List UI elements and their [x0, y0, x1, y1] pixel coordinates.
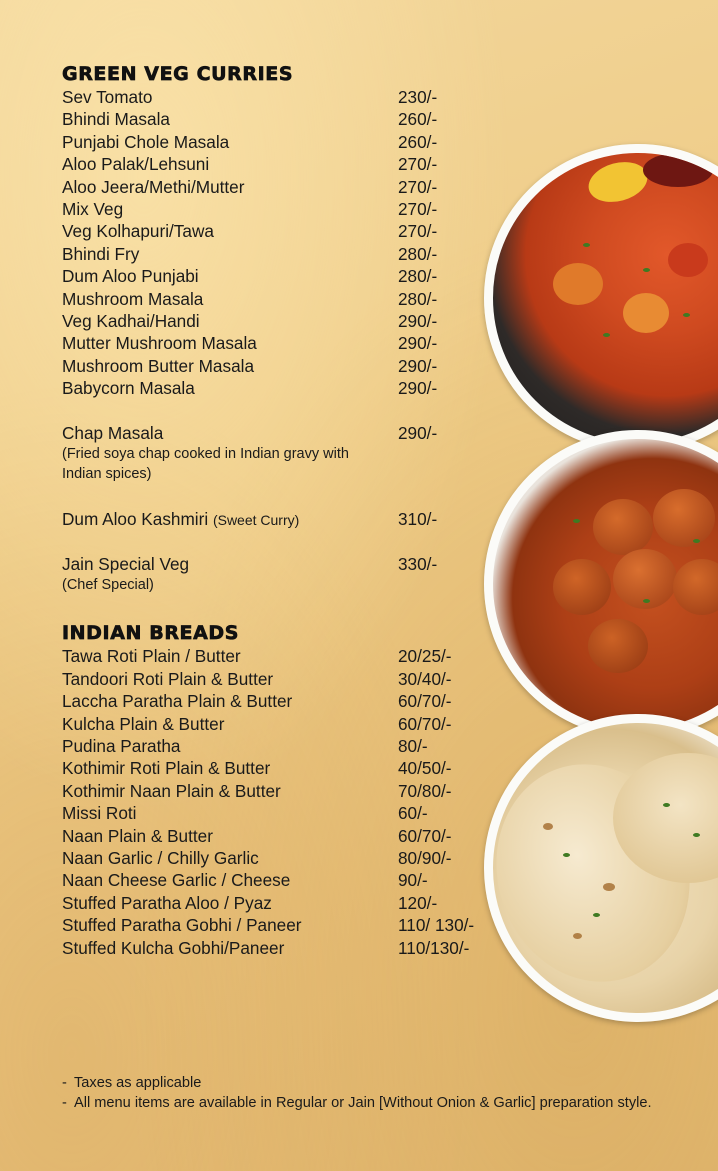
item-price: 110/130/-	[398, 937, 470, 958]
item-name: Dum Aloo Punjabi	[62, 266, 199, 287]
item-price: 260/-	[398, 131, 438, 152]
menu-item	[62, 757, 502, 779]
item-price: 30/40/-	[398, 668, 452, 689]
menu-item	[62, 220, 502, 242]
aloo-ball	[593, 499, 653, 555]
char-spot	[573, 933, 582, 939]
item-name: Naan Cheese Garlic / Cheese	[62, 870, 291, 891]
breads-list	[62, 645, 502, 958]
menu-item	[62, 288, 502, 310]
item-price: 270/-	[398, 154, 438, 175]
herb-garnish	[573, 519, 580, 523]
item-price: 290/-	[398, 355, 438, 376]
menu-item	[62, 332, 502, 354]
item-price: 230/-	[398, 87, 438, 107]
item-name: Laccha Paratha Plain & Butter	[62, 691, 293, 712]
section-title-indian-breads: INDIAN BREADS	[62, 622, 240, 645]
menu-item	[62, 713, 502, 735]
menu-item-dum-aloo-kashmiri	[62, 508, 502, 530]
menu-item	[62, 937, 502, 959]
menu-item	[62, 780, 502, 802]
item-price: 80/-	[398, 735, 428, 756]
item-name: Kothimir Roti Plain & Butter	[62, 758, 271, 779]
item-name: Bhindi Masala	[62, 109, 170, 130]
menu-item	[62, 735, 502, 757]
menu-item	[62, 198, 502, 220]
footer-notes	[62, 1074, 662, 1113]
item-price: 60/70/-	[398, 825, 452, 846]
herb-garnish	[683, 313, 690, 317]
garlic-naan-photo	[484, 714, 718, 1022]
menu-item	[62, 377, 502, 399]
menu-item	[62, 355, 502, 377]
item-name: Babycorn Masala	[62, 378, 195, 399]
item-name: Naan Plain & Butter	[62, 825, 213, 846]
item-name: Mushroom Butter Masala	[62, 355, 254, 376]
item-name: Dum Aloo Kashmiri	[62, 509, 209, 530]
spacer	[62, 399, 502, 421]
item-name: Stuffed Paratha Gobhi / Paneer	[62, 915, 302, 936]
item-name: Veg Kolhapuri/Tawa	[62, 221, 214, 242]
herb-garnish	[583, 243, 590, 247]
item-name: Bhindi Fry	[62, 243, 140, 264]
section-title-green-veg-curries: GREEN VEG CURRIES	[62, 63, 294, 85]
lemon-slice	[584, 156, 652, 208]
menu-item	[62, 176, 502, 198]
herb-garnish	[593, 913, 600, 917]
item-price: 40/50/-	[398, 758, 452, 779]
potato-chunk	[553, 263, 603, 305]
item-price: 270/-	[398, 221, 438, 242]
item-price: 270/-	[398, 176, 438, 197]
item-price: 70/80/-	[398, 780, 452, 801]
item-price: 60/70/-	[398, 691, 452, 712]
note-dash: -	[62, 1094, 67, 1111]
item-price: 110/ 130/-	[398, 915, 475, 936]
item-name: Stuffed Paratha Aloo / Pyaz	[62, 892, 272, 913]
item-price: 280/-	[398, 288, 438, 309]
menu-item	[62, 668, 502, 690]
herb-garnish	[693, 833, 700, 837]
item-name: Tawa Roti Plain / Butter	[62, 646, 241, 667]
potato-chunk	[623, 293, 669, 333]
item-price: 290/-	[398, 422, 438, 443]
menu-item	[62, 847, 502, 869]
menu-item	[62, 265, 502, 287]
item-name: Missi Roti	[62, 803, 137, 824]
item-price: 310/-	[398, 509, 438, 530]
herb-garnish	[563, 853, 570, 857]
herb-garnish	[643, 599, 650, 603]
menu-item	[62, 310, 502, 332]
menu-item	[62, 802, 502, 824]
item-name: Aloo Jeera/Methi/Mutter	[62, 176, 245, 197]
item-name: Jain Special Veg	[62, 554, 190, 575]
item-price: 260/-	[398, 109, 438, 130]
menu-item	[62, 153, 502, 175]
veg-curry-kadhai-photo	[484, 144, 718, 452]
item-price: 20/25/-	[398, 646, 452, 667]
aloo-ball	[553, 559, 611, 615]
item-name: Kothimir Naan Plain & Butter	[62, 780, 281, 801]
spacer	[62, 484, 502, 508]
item-name: Pudina Paratha	[62, 735, 181, 756]
item-price: 290/-	[398, 310, 438, 331]
herb-garnish	[643, 268, 650, 272]
dum-aloo-bowl-photo	[484, 430, 718, 738]
note-text: Taxes as applicable	[74, 1075, 202, 1091]
item-name: Stuffed Kulcha Gobhi/Paneer	[62, 937, 285, 958]
item-price: 90/-	[398, 870, 428, 891]
spacer	[62, 595, 502, 621]
note-text: All menu items are available in Regular or Jain [Without Onion & Garlic] preparation style.	[74, 1094, 652, 1111]
item-name: Mix Veg	[62, 198, 124, 219]
item-name: Aloo Palak/Lehsuni	[62, 154, 210, 175]
item-description: (Chef Special)	[62, 577, 154, 594]
herb-garnish	[603, 333, 610, 337]
note-dash: -	[62, 1075, 67, 1091]
menu-item	[62, 86, 502, 108]
note-taxes	[62, 1074, 662, 1094]
curries-list	[62, 86, 502, 399]
item-price: 330/-	[398, 554, 438, 575]
menu-item	[62, 869, 502, 891]
item-name: Mutter Mushroom Masala	[62, 333, 257, 354]
item-price: 290/-	[398, 333, 438, 354]
menu-item	[62, 243, 502, 265]
item-name: Tandoori Roti Plain & Butter	[62, 668, 274, 689]
menu-item	[62, 131, 502, 153]
char-spot	[543, 823, 553, 830]
item-name: Naan Garlic / Chilly Garlic	[62, 847, 259, 868]
herb-garnish	[663, 803, 670, 807]
menu-item	[62, 645, 502, 667]
spacer	[62, 531, 502, 553]
item-name: Kulcha Plain & Butter	[62, 713, 225, 734]
menu-item-chap-masala	[62, 422, 502, 444]
menu-item	[62, 914, 502, 936]
menu-item	[62, 108, 502, 130]
aloo-ball	[673, 559, 718, 615]
dried-chilli	[643, 153, 713, 187]
note-jain-option	[62, 1094, 662, 1114]
char-spot	[603, 883, 615, 891]
item-name: Sev Tomato	[62, 87, 153, 107]
item-price: 270/-	[398, 198, 438, 219]
pepper-chunk	[668, 243, 708, 277]
menu-item	[62, 825, 502, 847]
item-price: 290/-	[398, 378, 438, 399]
item-name: Veg Kadhai/Handi	[62, 310, 200, 331]
herb-garnish	[693, 539, 700, 543]
item-name: Mushroom Masala	[62, 288, 204, 309]
item-description: (Fried soya chap cooked in Indian gravy with Indian spices)	[62, 446, 349, 483]
aloo-ball	[588, 619, 648, 673]
menu-item	[62, 690, 502, 712]
item-price: 280/-	[398, 243, 438, 264]
item-name: Chap Masala	[62, 422, 164, 443]
item-name: Punjabi Chole Masala	[62, 131, 230, 152]
item-price: 280/-	[398, 266, 438, 287]
menu-item	[62, 892, 502, 914]
item-price: 60/70/-	[398, 713, 452, 734]
item-price: 60/-	[398, 803, 428, 824]
menu-content	[62, 62, 502, 959]
menu-item-jain-special-veg	[62, 553, 502, 575]
item-note: (Sweet Curry)	[212, 512, 300, 529]
aloo-ball	[653, 489, 715, 547]
item-price: 120/-	[398, 892, 438, 913]
item-price: 80/90/-	[398, 847, 452, 868]
